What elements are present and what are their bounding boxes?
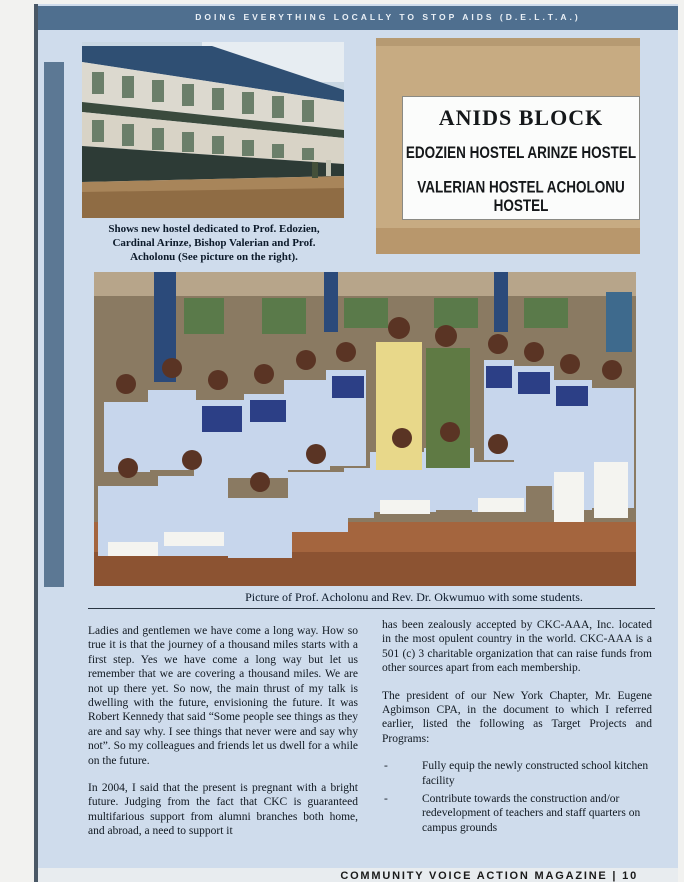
- sign-line-1: EDOZIEN HOSTEL ARINZE HOSTEL: [405, 143, 637, 162]
- page-header: DOING EVERYTHING LOCALLY TO STOP AIDS (D.E.L.T.A.): [195, 12, 581, 22]
- anids-block-sign-photo: [376, 38, 640, 254]
- list-item: [382, 759, 652, 788]
- page-footer: COMMUNITY VOICE ACTION MAGAZINE | 10: [340, 870, 638, 882]
- target-projects-list: [382, 759, 652, 835]
- magazine-page: [38, 4, 678, 882]
- list-dash: -: [384, 760, 388, 773]
- anids-block-sign: [402, 96, 640, 220]
- section-divider: [88, 608, 655, 609]
- article-paragraph: The president of our New York Chapter, Mr. Eugene Agbimson CPA, in the document to which I referred earlier, listed the following as Target Projects and Programs:: [382, 689, 652, 745]
- group-photo-caption: Picture of Prof. Acholonu and Rev. Dr. Okwumuo with some students.: [245, 590, 583, 604]
- article-paragraph: In 2004, I said that the present is pregnant with a bright future. Judging from the fact that CKC is guaranteed multifarious support from alumni branches both home, and abroad, a need to support it: [88, 782, 358, 838]
- hostel-building-photo: [82, 42, 344, 218]
- sign-title: ANIDS BLOCK: [438, 105, 604, 130]
- list-item-text: Fully equip the newly constructed school kitchen facility: [422, 760, 649, 787]
- sign-line-2: VALERIAN HOSTEL ACHOLONU HOSTEL: [417, 177, 625, 215]
- article-paragraph: Ladies and gentlemen we have come a long way. How so true it is that the journey of a thousand miles starts with a first step. Yes we have come a long way but let us remember that we are covering a thousand miles. We are not up there yet. So now, the main thrust of my talk is dwelling with the future, envisioning the future. It was Robert Kennedy that said “Some people see things as they are and say why. I see things that never were and say why not”. So my colleagues and friends let us dwell for a while on the future.: [88, 625, 358, 767]
- article-right-column: [382, 618, 652, 839]
- article-left-column: [88, 624, 358, 852]
- article-paragraph: has been zealously accepted by CKC-AAA, Inc. located in the most opulent country in the world. CKC-AAA is a 501 (c) 3 charitable organization that can raise funds from other sources apart from each membership.: [382, 619, 652, 675]
- list-item: [382, 792, 652, 835]
- side-accent-bar: [44, 62, 64, 587]
- list-dash: -: [384, 793, 388, 806]
- hostel-photo-caption: Shows new hostel dedicated to Prof. Edozien, Cardinal Arinze, Bishop Valerian and Prof. Acholonu (See picture on the right).: [108, 223, 320, 263]
- list-item-text: Contribute towards the construction and/or redevelopment of teachers and staff quarters on campus grounds: [422, 793, 641, 834]
- group-students-photo: [94, 272, 636, 586]
